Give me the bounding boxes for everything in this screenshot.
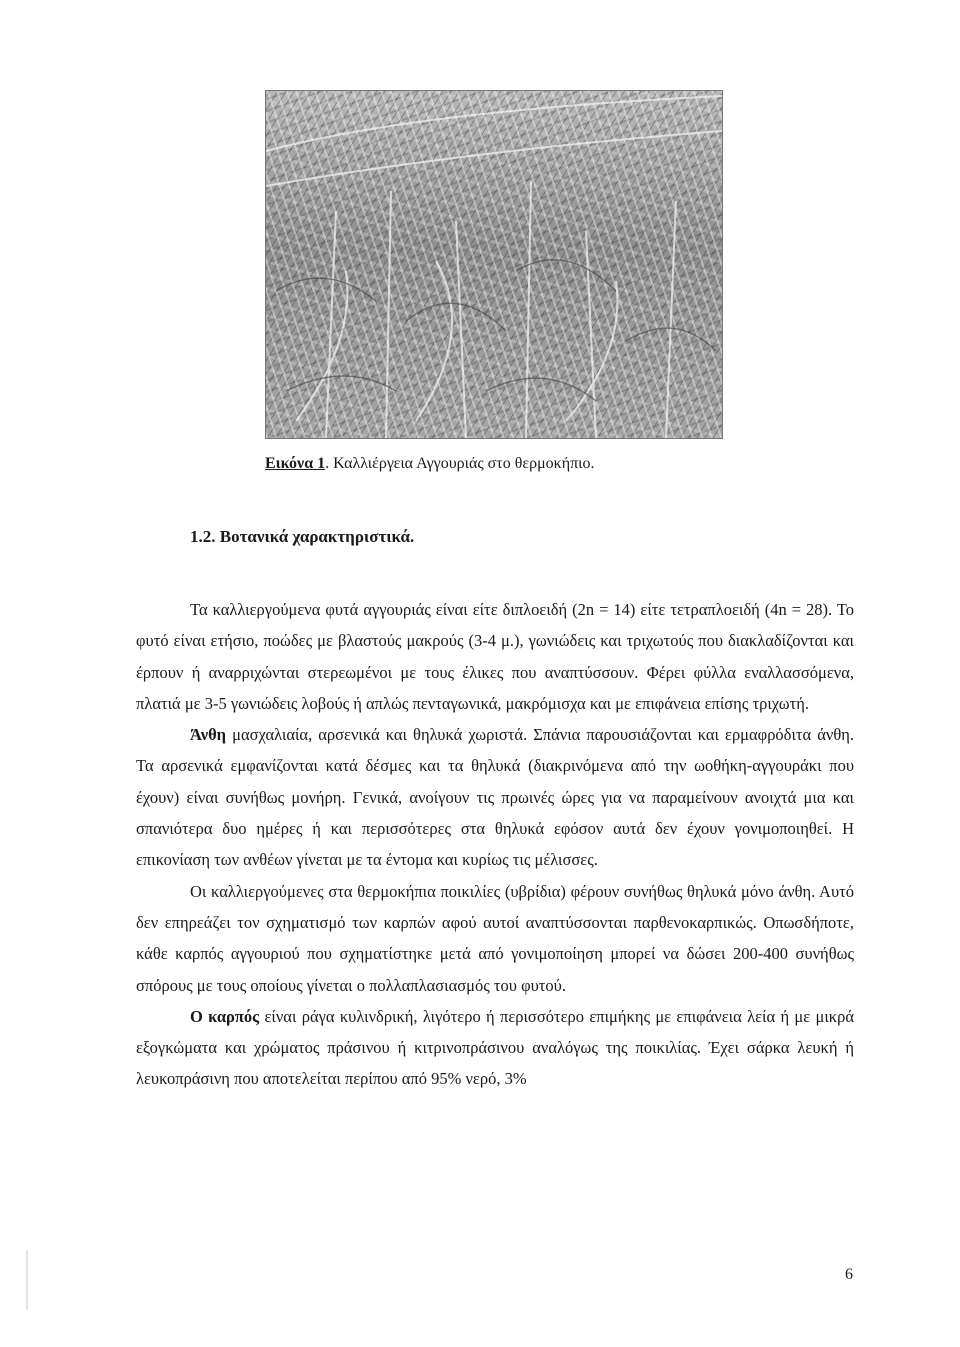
paragraph-flowers bbox=[136, 719, 854, 875]
greenhouse-cucumber-photo bbox=[265, 90, 723, 439]
paragraph-fruit bbox=[136, 1001, 854, 1095]
paragraph-varieties: Οι καλλιεργούμενες στα θερμοκήπια ποικιλίες (υβρίδια) φέρουν συνήθως θηλυκά μόνο άνθη. Αυτό δεν επηρεάζει τον σχηματισμό των καρπών αφού αυτοί αναπτύσσονται παρθενοκαρπικώς. Οπωσδήποτε, κάθε καρπός αγγουριού που σχηματίστηκε μετά από γονιμοποίηση μπορεί να δώσει 200-400 συνήθως σπόρους με τους οποίους γίνεται ο πολλαπλασιασμός του φυτού. bbox=[136, 881, 854, 995]
page-number: 6 bbox=[845, 1266, 853, 1283]
body-text bbox=[136, 594, 854, 1095]
paragraph-chromosomes: Τα καλλιεργούμενα φυτά αγγουριάς είναι είτε διπλοειδή (2n = 14) είτε τετραπλοειδή (4n = 28). Το φυτό είναι ετήσιο, ποώδες με βλαστούς μακρούς (3-4 μ.), γωνιώδεις και τριχωτούς που διακλαδίζονται και έρπουν ή αναρριχώνται στερεωμένοι με τους έλικες που αναπτύσσουν. Φέρει φύλλα εναλλασσόμενα, πλατιά με 3-5 γωνιώδεις λοβούς ή απλώς πενταγωνικά, μακρόμισχα και με επιφάνεια επίσης τριχωτή. bbox=[136, 600, 854, 713]
figure-caption-text: . Καλλιέργεια Αγγουριάς στο θερμοκήπιο. bbox=[325, 455, 595, 472]
figure-caption bbox=[265, 455, 594, 473]
figure-label: Εικόνα 1 bbox=[265, 455, 326, 472]
section-heading: 1.2. Βοτανικά χαρακτηριστικά. bbox=[190, 527, 415, 546]
photo-texture bbox=[266, 91, 722, 438]
fruit-term: Ο καρπός bbox=[190, 1006, 260, 1026]
flowers-term: Άνθη bbox=[190, 725, 227, 745]
flowers-text: μασχαλιαία, αρσενικά και θηλυκά χωριστά. Σπάνια παρουσιάζονται και ερμαφρόδιτα άνθη. Τα αρσενικά εμφανίζονται κατά δέσμες και τα θηλυκά (διακρινόμενα από την ωοθήκη-αγγουράκι που έχουν) είναι συνήθως μονήρη. Γενικά, ανοίγουν τις πρωινές ώρες για να παραμείνουν ανοιχτά μια και σπανιότερα δυο ημέρες ή και περισσότερες στα θηλυκά εφόσον αυτά δεν έχουν γονιμοποιηθεί. Η επικονίαση των ανθέων γίνεται με τα έντομα και κυρίως τις μέλισσες. bbox=[136, 725, 854, 870]
fruit-text: είναι ράγα κυλινδρική, λιγότερο ή περισσότερο επιμήκης με επιφάνεια λεία ή με μικρά εξογκώματα και χρώματος πράσινου ή κιτρινοπράσινου αναλόγως της ποικιλίας. Έχει σάρκα λευκή ή λευκοπράσινη που αποτελείται περίπου από 95% νερό, 3% bbox=[136, 1006, 854, 1089]
scan-margin-line bbox=[26, 1250, 28, 1310]
